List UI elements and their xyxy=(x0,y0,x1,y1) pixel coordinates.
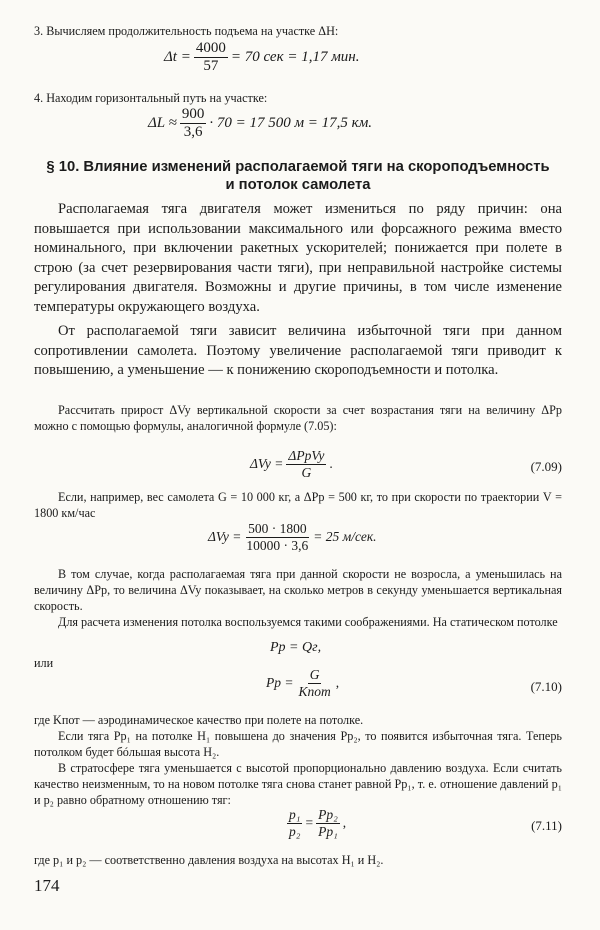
paragraph-5: В том случае, когда располагаемая тяга при данной скорости не возросла, а уменьшилась на величину ΔPр, то величина ΔVy показывает, на сколько метров в секунду уменьшается вертикальная скорость. xyxy=(34,567,562,613)
equation-7-10 xyxy=(34,667,562,705)
eq-ex-num: 500 · 1800 xyxy=(248,521,307,536)
equation-pq xyxy=(34,638,562,660)
paragraph-7: где Kпот — аэродинамическое качество при полете на потолке. xyxy=(34,713,364,727)
eq710-den: Kпот xyxy=(298,683,331,699)
equation-delta-t xyxy=(34,40,562,78)
eq710-num: G xyxy=(309,667,320,682)
paragraph-3: Рассчитать прирост ΔVy вертикальной скорости за счет возрастания тяги на величину ΔPр можно с помощью формулы, аналогичной формуле (7.05): xyxy=(34,403,562,433)
eq711-tail: , xyxy=(342,815,347,831)
eq-ex-den: 10000 · 3,6 xyxy=(246,537,309,553)
heading-line-2: и потолок самолета xyxy=(225,177,371,193)
eq-dt-den: 57 xyxy=(203,58,219,75)
eq711-num2: Pр₂ xyxy=(318,807,338,822)
equation-delta-l xyxy=(34,106,562,144)
eq709-num: ΔPрVy xyxy=(288,448,325,463)
paragraph-10: где p₁ и p₂ — соответственно давления воздуха на высотах H₁ и H₂. xyxy=(34,853,384,867)
eq710-tail: , xyxy=(335,675,340,691)
paragraph-6: Для расчета изменения потолка воспользуемся такими соображениями. На статическом потолке xyxy=(58,615,558,629)
eq-dt-num: 4000 xyxy=(194,40,228,58)
eq709-den: G xyxy=(301,464,312,480)
eq709-tail: . xyxy=(329,456,333,472)
paragraph-1: Располагаемая тяга двигателя может измениться по ряду причин: она повышается при использовании максимального или форсажного режима вместо номинального, при включении ракетных ускорителей; понижается при полете в строю (за счет резервирования части тяги), при неправильной настройке системы регулирования двигателя. Возможны и другие причины, в том числе изменение температуры окружающего воздуха. xyxy=(34,201,562,315)
step-3-text: 3. Вычисляем продолжительность подъема на участке ΔH: xyxy=(34,24,339,38)
eq711-den2: Pр₁ xyxy=(318,823,338,839)
eq-dl-rhs: · 70 = 17 500 м = 17,5 км. xyxy=(209,115,373,132)
equation-7-11 xyxy=(34,807,562,845)
page-number: 174 xyxy=(34,876,60,895)
eq711-num1: p₁ xyxy=(289,807,301,822)
eq711-den1: p₂ xyxy=(289,823,301,839)
eq-dt-rhs: = 70 сек = 1,17 мин. xyxy=(230,49,360,66)
paragraph-8: Если тяга Pр₁ на потолке H₁ повышена до значения Pр₂, то появится избыточная тяга. Теперь потолком будет бóльшая высота H₂. xyxy=(34,729,562,759)
eq-ex-lhs: ΔVy = xyxy=(208,529,242,545)
eq-dl-num: 900 xyxy=(180,106,207,124)
paragraph-2: От располагаемой тяги зависит величина избыточной тяги при данном сопротивлении самолета. Поэтому увеличение располагаемой тяги приводит к повышению, а уменьшение — к понижению скороподъемности и потолка. xyxy=(34,323,562,379)
eq710-lhs: Pр = xyxy=(266,675,294,691)
eq711-equals: = xyxy=(305,815,314,831)
equation-number-7-11: (7.11) xyxy=(531,818,562,833)
or-word: или xyxy=(34,656,54,670)
heading-line-1: § 10. Влияние изменений располагаемой тяги на скороподъемность xyxy=(46,159,550,175)
equation-number-7-09: (7.09) xyxy=(530,459,562,474)
paragraph-9: В стратосфере тяга уменьшается с высотой пропорционально давлению воздуха. Если считать качество неизменным, то на новом потолке тяга снова станет равной Pр₁, т. е. отношение давлений p₁ и p₂ равно обратному отношению тяг: xyxy=(34,761,562,807)
eq-dl-lhs: ΔL ≈ xyxy=(148,115,177,132)
paragraph-4: Если, например, вес самолета G = 10 000 кг, а ΔPр = 500 кг, то при скорости по траектории V = 1800 км/час xyxy=(34,490,562,520)
section-heading xyxy=(34,158,562,194)
equation-number-7-10: (7.10) xyxy=(530,679,562,694)
equation-7-09 xyxy=(34,448,562,486)
eq-pq-text: Pр = Qг, xyxy=(270,640,322,655)
eq-dl-den: 3,6 xyxy=(183,124,203,141)
equation-example xyxy=(34,521,562,559)
eq709-lhs: ΔVy = xyxy=(250,456,284,472)
eq-ex-rhs: = 25 м/сек. xyxy=(313,529,377,545)
eq-dt-lhs: Δt = xyxy=(164,49,191,66)
step-4-text: 4. Находим горизонтальный путь на участке: xyxy=(34,91,268,105)
